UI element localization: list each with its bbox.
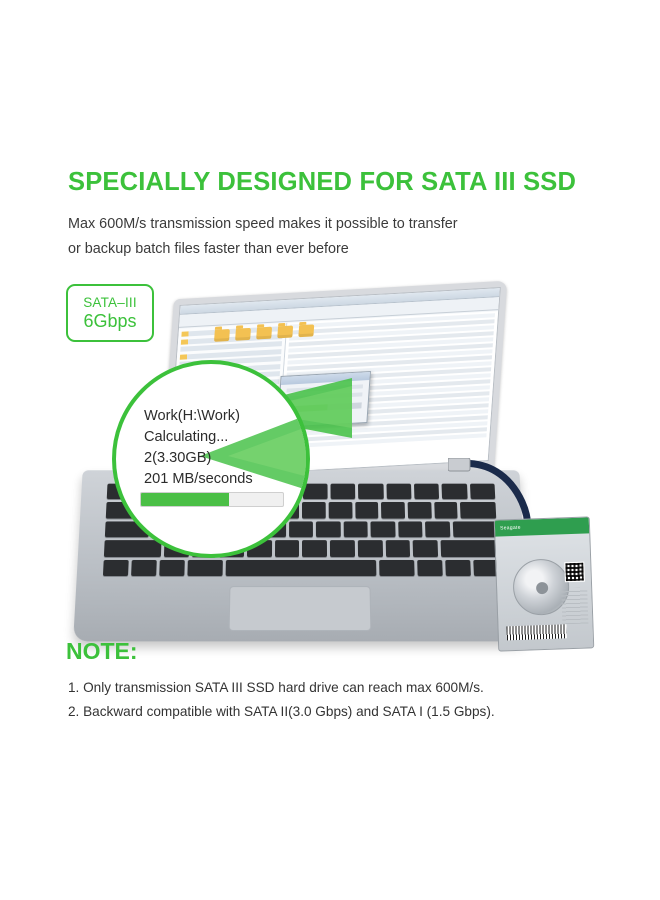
folder-icon <box>277 326 293 339</box>
transfer-progress-bar <box>140 492 284 507</box>
hdd-brand-label: Seagate <box>495 517 590 536</box>
transfer-progress-fill <box>141 493 229 506</box>
note-list <box>68 676 608 724</box>
transfer-speed: 201 MB/seconds <box>144 471 253 487</box>
folder-icon <box>256 327 272 340</box>
sata-speed-label: 6Gbps <box>83 310 137 331</box>
transfer-size: 2(3.30GB) <box>144 450 212 466</box>
transfer-state: Calculating... <box>144 429 229 445</box>
barcode-icon <box>506 624 566 640</box>
note-item: 2. Backward compatible with SATA II(3.0 Gbps) and SATA I (1.5 Gbps). <box>68 704 495 719</box>
subheadline-line-1: Max 600M/s transmission speed makes it possible to transfer <box>68 216 458 232</box>
folder-icon <box>235 328 251 341</box>
subheadline <box>68 212 568 262</box>
hdd-spec-text-block <box>561 587 588 624</box>
subheadline-line-2: or backup batch files faster than ever before <box>68 241 349 257</box>
transfer-path: Work(H:\Work) <box>144 408 240 424</box>
folder-icon <box>298 324 314 337</box>
note-item: 1. Only transmission SATA III SSD hard drive can reach max 600M/s. <box>68 680 484 695</box>
qr-code-icon <box>564 562 585 583</box>
laptop-trackpad <box>229 586 372 631</box>
sata-speed-badge <box>66 284 154 342</box>
folder-icon <box>214 329 230 342</box>
page-title: SPECIALLY DESIGNED FOR SATA III SSD <box>68 168 577 196</box>
transfer-status-text <box>144 406 253 490</box>
sata-standard-label: SATA–III <box>83 294 137 310</box>
external-hard-drive <box>494 516 595 651</box>
magnifier-callout <box>112 360 310 558</box>
note-heading: NOTE: <box>66 638 138 664</box>
